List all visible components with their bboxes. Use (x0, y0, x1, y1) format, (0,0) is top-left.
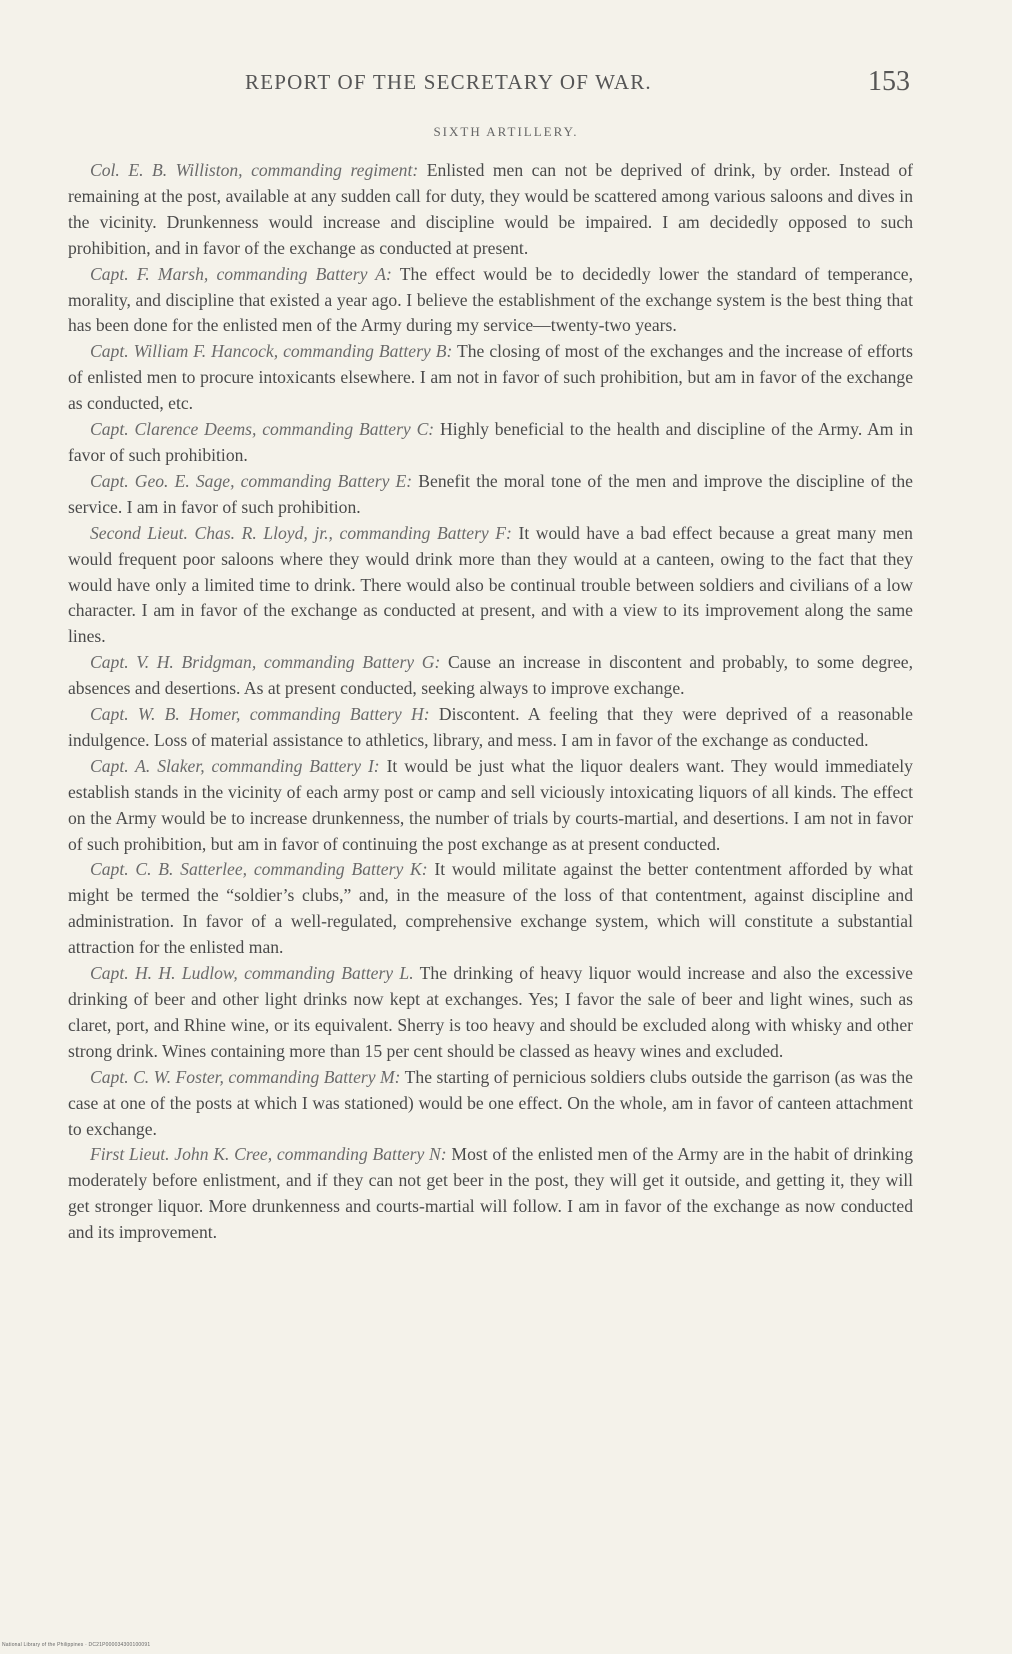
paragraph-text: It would have a bad effect because a great many men would frequent poor saloons where they would drink more than they would at a canteen, owing to the fact that they would have only a limited time to drink. There would also be continual trouble between soldiers and civilians of a low character. I am in favor of the exchange as conducted at present, and with a view to its improvement along the same lines. (68, 522, 913, 647)
paragraph-text: The closing of most of the exchanges and the increase of efforts of enlisted men to procure intoxicants elsewhere. I am not in favor of such prohibition, but am in favor of the exchange as conducted, etc. (68, 341, 913, 414)
running-title: REPORT OF THE SECRETARY OF WAR. (245, 70, 652, 94)
paragraph-text: Most of the enlisted men of the Army are in the habit of drinking moderately before enlistment, and if they can not get beer in the post, they will get it outside, and getting it, they will get stronger liquor. More drunkenness and courts-martial will follow. I am in favor of the exchange as now conducted and its improvement. (68, 1144, 913, 1243)
paragraph-ludlow (68, 961, 913, 1065)
paragraph-lloyd (68, 521, 913, 651)
page-header (80, 66, 910, 106)
speaker-name: Capt. Clarence Deems, commanding Battery C: (90, 419, 435, 440)
paragraph-text: Enlisted men can not be deprived of drink, by order. Instead of remaining at the post, available at any sudden call for duty, they would be scattered among various saloons and dives in the vicinity. Drunkenness would increase and discipline would be impaired. I am decidedly opposed to such prohibition, and in favor of the exchange as conducted at present. (68, 160, 913, 258)
paragraph-text: Discontent. A feeling that they were deprived of a reasonable indulgence. Loss of material assistance to athletics, library, and mess. I am in favor of the exchange as conducted. (68, 704, 913, 750)
speaker-name: First Lieut. John K. Cree, commanding Battery N: (90, 1144, 447, 1165)
paragraph-text: It would be just what the liquor dealers want. They would immediately establish stands in the vicinity of each army post or camp and sell viciously intoxicating liquors of all kinds. The effect on the Army would be to increase drunkenness, the number of trials by courts-martial, and desertions. I am not in favor of such prohibition, but am in favor of continuing the post exchange as at present conducted. (68, 755, 913, 854)
paragraph-homer (68, 702, 913, 754)
paragraph-text: The drinking of heavy liquor would increase and also the excessive drinking of beer and other light drinks now kept at exchanges. Yes; I favor the sale of beer and light wines, such as claret, port, and Rhine wine, or its equivalent. Sherry is too heavy and should be excluded along with whisky and other strong drink. Wines containing more than 15 per cent should be classed as heavy wines and excluded. (68, 963, 913, 1061)
paragraph-satterlee (68, 857, 913, 961)
paragraph-slaker (68, 754, 913, 858)
paragraph-deems (68, 417, 913, 469)
paragraph-text: Highly beneficial to the health and discipline of the Army. Am in favor of such prohibition. (68, 419, 913, 465)
speaker-name: Col. E. B. Williston, commanding regiment: (90, 160, 419, 180)
paragraph-text: The effect would be to decidedly lower the standard of temperance, morality, and discipline that existed a year ago. I believe the establishment of the exchange system is the best thing that has been done for the enlisted men of the Army during my service—twenty-two years. (68, 263, 913, 336)
speaker-name: Second Lieut. Chas. R. Lloyd, jr., commanding Battery F: (90, 522, 512, 543)
speaker-name: Capt. William F. Hancock, commanding Battery B: (90, 341, 453, 362)
speaker-name: Capt. C. W. Foster, commanding Battery M: (90, 1066, 401, 1087)
section-title: SIXTH ARTILLERY. (433, 124, 579, 139)
speaker-name: Capt. H. H. Ludlow, commanding Battery L. (90, 963, 414, 984)
paragraph-williston (68, 158, 913, 262)
paragraph-foster (68, 1065, 913, 1143)
paragraph-sage (68, 469, 913, 521)
paragraph-text: The starting of pernicious soldiers clubs outside the garrison (as was the case at one of the posts at which I was stationed) would be one effect. On the whole, am in favor of canteen attachment to exchange. (68, 1066, 913, 1139)
footer-note: National Library of the Philippines · DC21P000034300100091 (2, 1642, 151, 1648)
speaker-name: Capt. C. B. Satterlee, commanding Battery K: (90, 859, 428, 880)
speaker-name: Capt. Geo. E. Sage, commanding Battery E: (90, 470, 413, 491)
page-number: 153 (868, 66, 910, 97)
paragraph-text: Cause an increase in discontent and probably, to some degree, absences and desertions. As at present conducted, seeking always to improve exchange. (68, 652, 914, 699)
report-body (68, 158, 913, 1246)
paragraph-text: Benefit the moral tone of the men and improve the discipline of the service. I am in favor of such prohibition. (68, 470, 913, 517)
paragraph-cree (68, 1142, 913, 1246)
paragraph-bridgman (68, 650, 913, 702)
speaker-name: Capt. A. Slaker, commanding Battery I: (90, 755, 380, 776)
paragraph-marsh (68, 262, 913, 340)
paragraph-hancock (68, 339, 913, 417)
paragraph-text: It would militate against the better contentment afforded by what might be termed the “soldier’s clubs,” and, in the measure of the loss of that contentment, against discipline and administration. In favor of a well-regulated, comprehensive exchange system, which will constitute a substantial attraction for the enlisted man. (68, 859, 914, 958)
speaker-name: Capt. F. Marsh, commanding Battery A: (90, 263, 392, 284)
speaker-name: Capt. W. B. Homer, commanding Battery H: (90, 704, 430, 725)
speaker-name: Capt. V. H. Bridgman, commanding Battery G: (90, 652, 441, 673)
